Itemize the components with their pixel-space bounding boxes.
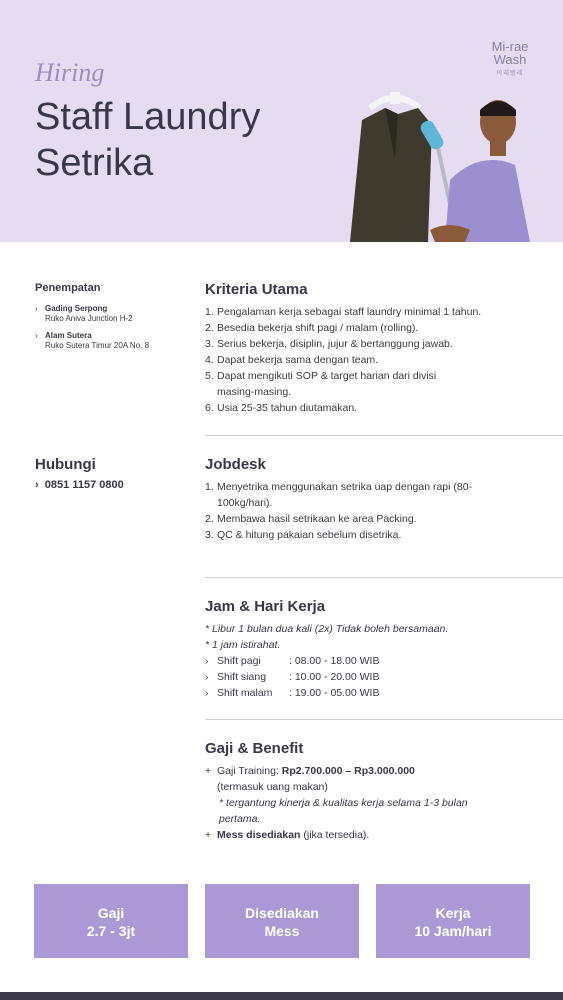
list-item: 5. Dapat mengikuti SOP & target harian dari divisi masing-masing.: [205, 370, 437, 398]
penempatan-label: Penempatan: [35, 282, 101, 294]
shift-row: › Shift siang : 10.00 - 20.00 WIB: [205, 671, 380, 683]
gaji-footnote: * tergantung kinerja & kualitas kerja selama 1-3 bulan pertama.: [219, 797, 468, 825]
list-item: 3. QC & hitung pakaian sebelum disetrika.: [205, 529, 402, 541]
chevron-right-icon: ›: [35, 304, 38, 313]
list-item: 4. Dapat bekerja sama dengan team.: [205, 354, 379, 366]
page-title: Staff Laundry Setrika: [35, 96, 261, 184]
location-name: Gading Serpong: [45, 304, 108, 313]
kriteria-heading: Kriteria Utama: [205, 281, 308, 298]
hubungi-label: Hubungi: [35, 456, 96, 473]
location-name: Alam Sutera: [45, 331, 92, 340]
jobdesk-heading: Jobdesk: [205, 456, 266, 473]
jam-note: * Libur 1 bulan dua kali (2x) Tidak boleh bersamaan.: [205, 623, 449, 635]
shift-row: › Shift pagi : 08.00 - 18.00 WIB: [205, 655, 380, 667]
jam-heading: Jam & Hari Kerja: [205, 598, 326, 615]
list-item: 1. Pengalaman kerja sebagai staff laundry minimal 1 tahun.: [205, 306, 482, 318]
gaji-training-note: (termasuk uang makan): [217, 781, 328, 793]
worker-ironing-photo: [340, 80, 540, 242]
logo-line2: Wash: [493, 52, 527, 67]
kriteria-section: [205, 281, 535, 416]
gaji-heading: Gaji & Benefit: [205, 740, 304, 757]
jobdesk-section: [205, 456, 535, 543]
jam-note: * 1 jam istirahat.: [205, 639, 281, 651]
location-item: [35, 331, 149, 351]
summary-card-mess: Disediakan Mess: [205, 884, 359, 958]
hubungi-section: [35, 456, 124, 491]
summary-card-gaji: Gaji 2.7 - 3jt: [34, 884, 188, 958]
mess-benefit: + Mess disediakan (jika tersedia).: [205, 829, 370, 841]
list-item: 2. Besedia bekerja shift pagi / malam (rolling).: [205, 322, 419, 334]
chevron-right-icon: ›: [35, 331, 38, 340]
divider: [205, 435, 563, 436]
brand-logo: [484, 40, 536, 81]
hero-banner: [0, 0, 563, 242]
chevron-right-icon: ›: [35, 479, 39, 491]
location-item: [35, 304, 149, 324]
logo-line1: Mi-rae: [491, 39, 529, 54]
footer-bar: [0, 992, 563, 1000]
list-item: 3. Serius bekerja, disiplin, jujur & bertanggung jawab.: [205, 338, 453, 350]
location-address: Ruko Aniva Junction H-2: [45, 314, 133, 323]
phone-number[interactable]: [35, 479, 124, 491]
penempatan-section: [35, 282, 149, 358]
divider: [205, 719, 563, 720]
gaji-training: + Gaji Training: Rp2.700.000 – Rp3.000.000: [205, 765, 415, 777]
hiring-label: Hiring: [35, 58, 105, 87]
summary-card-kerja: Kerja 10 Jam/hari: [376, 884, 530, 958]
list-item: 2. Membawa hasil setrikaan ke area Packing.: [205, 513, 417, 525]
logo-small: 미래빨래: [496, 71, 524, 77]
jam-section: [205, 598, 535, 701]
phone-text: 0851 1157 0800: [44, 479, 124, 491]
list-item: 6. Usia 25-35 tahun diutamakan.: [205, 402, 358, 414]
list-item: 1. Menyetrika menggunakan setrika uap dengan rapi (80-100kg/hari).: [205, 481, 473, 509]
gaji-section: [205, 740, 535, 843]
shift-row: › Shift malam : 19.00 - 05.00 WIB: [205, 687, 380, 699]
location-address: Ruko Sutera Timur 20A No. 8: [45, 341, 150, 350]
divider: [205, 577, 563, 578]
